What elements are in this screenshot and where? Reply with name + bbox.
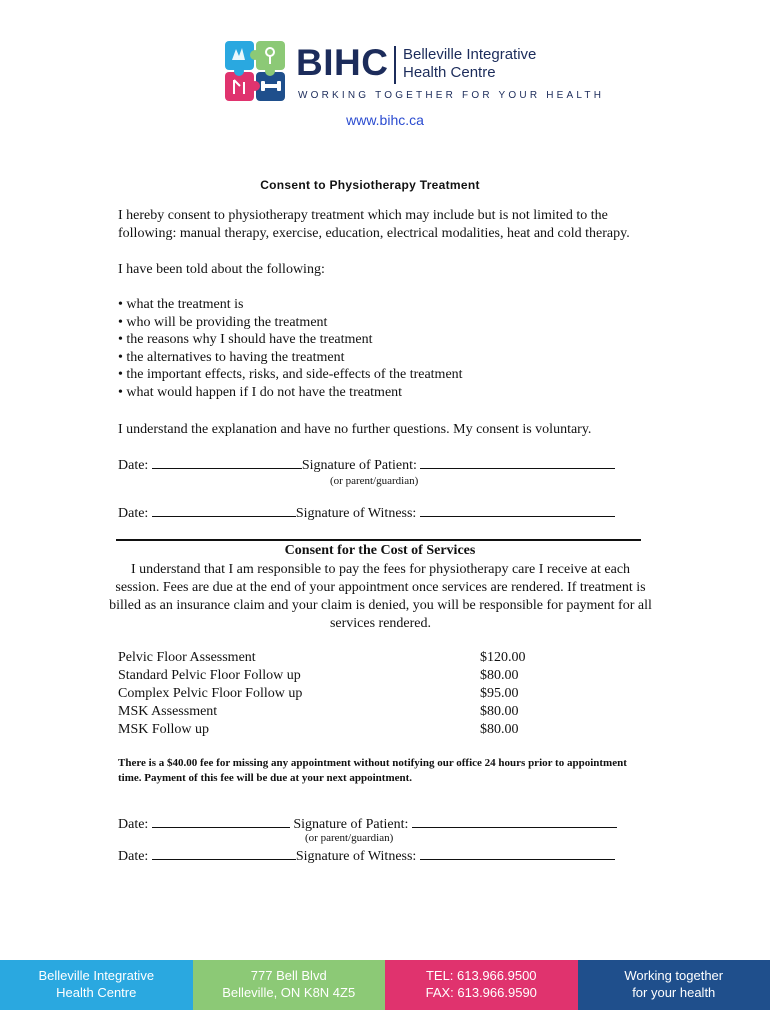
table-row — [118, 667, 538, 685]
footer-clinic-name: Belleville Integrative Health Centre — [0, 960, 193, 1010]
fee-service: MSK Follow up — [118, 722, 210, 737]
date-label: Date: — [118, 506, 149, 521]
date-field[interactable] — [152, 456, 302, 469]
website-link[interactable]: www.bihc.ca — [346, 112, 424, 128]
consent-bullet-list — [118, 296, 463, 402]
consent-understand: I understand the explanation and have no further questions. My consent is voluntary. — [118, 422, 592, 437]
clinic-logo — [224, 40, 605, 104]
fee-service: Standard Pelvic Floor Follow up — [118, 668, 301, 683]
table-row — [118, 685, 538, 703]
list-item: • what the treatment is — [118, 296, 463, 314]
date-field[interactable] — [152, 504, 296, 517]
date-label: Date: — [118, 458, 149, 473]
logo-tagline: WORKING TOGETHER FOR YOUR HEALTH — [298, 90, 605, 101]
date-field[interactable] — [152, 815, 290, 828]
puzzle-logo-icon — [224, 40, 286, 102]
list-item: • what would happen if I do not have the treatment — [118, 384, 463, 402]
fee-service: MSK Assessment — [118, 704, 218, 719]
list-item: • who will be providing the treatment — [118, 314, 463, 332]
date-label: Date: — [118, 817, 149, 832]
fee-price: $80.00 — [480, 704, 519, 719]
witness-signature-label: Signature of Witness: — [295, 849, 417, 864]
patient-signature-label: Signature of Patient: — [301, 458, 417, 473]
guardian-note: (or parent/guardian) — [305, 832, 394, 844]
logo-divider — [394, 46, 396, 84]
section-divider — [116, 539, 641, 541]
cost-title: Consent for the Cost of Services — [284, 543, 476, 558]
fee-table — [118, 649, 538, 739]
footer-phone-fax: TEL: 613.966.9500 FAX: 613.966.9590 — [385, 960, 578, 1010]
patient-signature-field[interactable] — [412, 815, 617, 828]
fee-service: Complex Pelvic Floor Follow up — [118, 686, 303, 701]
missed-appointment-notice: There is a $40.00 fee for missing any appointment without notifying our office 24 hours prior to appointment time. Payment of this fee will be due at your next appointment. — [118, 757, 627, 784]
footer-bar — [0, 960, 770, 1010]
witness-signature-row — [118, 504, 615, 522]
table-row — [118, 703, 538, 721]
patient-signature-row — [118, 456, 615, 474]
fee-service: Pelvic Floor Assessment — [118, 650, 256, 665]
consent-intro: I hereby consent to physiotherapy treatment which may include but is not limited to the following: manual therapy, exercise, education, electrical modalities, heat and cold therapy. — [118, 208, 630, 241]
fee-price: $80.00 — [480, 722, 519, 737]
list-item: • the reasons why I should have the treatment — [118, 331, 463, 349]
witness-signature-field[interactable] — [420, 504, 615, 517]
cost-patient-signature-row — [118, 815, 617, 833]
consent-told: I have been told about the following: — [118, 262, 325, 277]
list-item: • the alternatives to having the treatment — [118, 349, 463, 367]
table-row — [118, 649, 538, 667]
cost-text: I understand that I am responsible to pay the fees for physiotherapy care I receive at each session. Fees are due at the end of your appointment once services are rendered. If treatment is billed as an insurance claim and your claim is denied, you will be responsible for payment for all services rendered. — [109, 562, 652, 631]
patient-signature-field[interactable] — [420, 456, 615, 469]
footer-address: 777 Bell Blvd Belleville, ON K8N 4Z5 — [193, 960, 386, 1010]
fee-price: $95.00 — [480, 686, 519, 701]
guardian-note: (or parent/guardian) — [330, 475, 419, 487]
witness-signature-label: Signature of Witness: — [295, 506, 417, 521]
fee-price: $80.00 — [480, 668, 519, 683]
table-row — [118, 721, 538, 739]
list-item: • the important effects, risks, and side-effects of the treatment — [118, 366, 463, 384]
fee-price: $120.00 — [480, 650, 526, 665]
footer-tagline: Working together for your health — [578, 960, 770, 1010]
date-field[interactable] — [152, 847, 296, 860]
logo-abbreviation: BIHC — [296, 42, 389, 83]
witness-signature-field[interactable] — [420, 847, 615, 860]
consent-title: Consent to Physiotherapy Treatment — [260, 178, 480, 192]
cost-witness-signature-row — [118, 847, 615, 865]
patient-signature-label: Signature of Patient: — [293, 817, 409, 832]
date-label: Date: — [118, 849, 149, 864]
logo-clinic-name: Belleville Integrative Health Centre — [403, 46, 537, 81]
